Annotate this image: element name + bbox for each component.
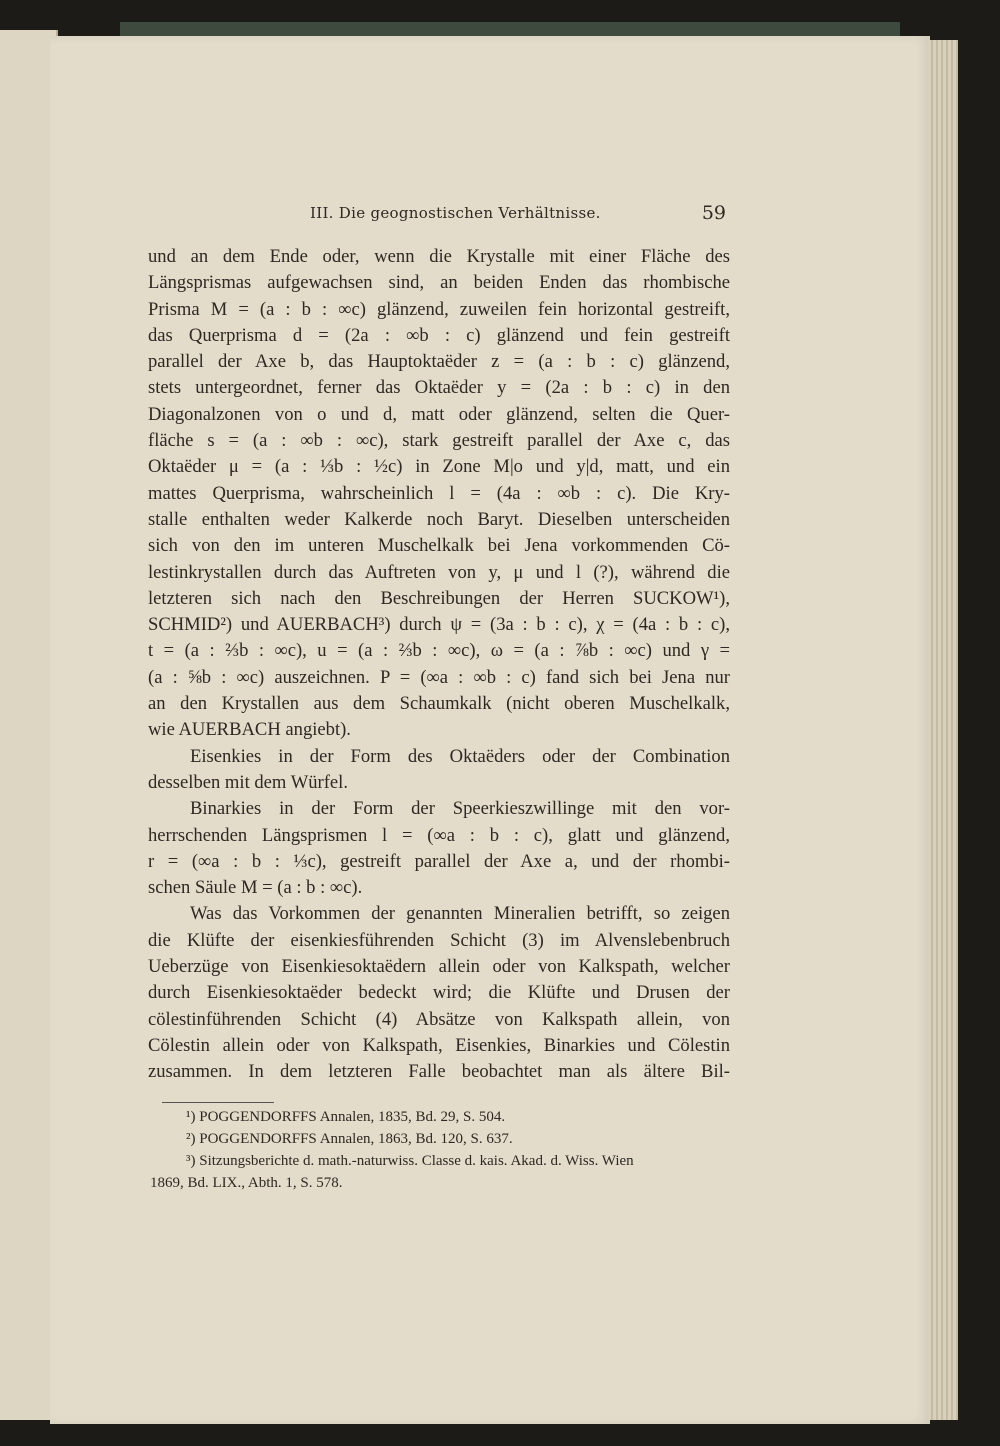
text-line: sich von den im unteren Muschelkalk bei Jena vorkommenden Cö- [148,535,730,557]
text-line: SCHMID²) und AUERBACH³) durch ψ = (3a : b : c), χ = (4a : b : c), [148,614,730,636]
text-line: durch Eisenkiesoktaëder bedeckt wird; die Klüfte und Drusen der [148,982,730,1004]
text-line: (a : ⅝b : ∞c) auszeichnen. P = (∞a : ∞b : c) fand sich bei Jena nur [148,666,730,688]
page-number: 59 [701,202,726,224]
text-line: Was das Vorkommen der genannten Mineralien betrifft, so zeigen [190,903,730,925]
text-line: und an dem Ende oder, wenn die Krystalle mit einer Fläche des [148,246,730,267]
text-line: Eisenkies in der Form des Oktaëders oder der Combination [190,745,730,767]
text-line: mattes Querprisma, wahrscheinlich l = (4a : ∞b : c). Die Kry- [148,482,730,504]
text-line: die Klüfte der eisenkiesführenden Schicht (3) im Alvenslebenbruch [148,929,730,951]
text-line: lestinkrystallen durch das Auftreten von y, μ und l (?), während die [148,561,730,583]
page-block-edge [928,40,958,1420]
text-line: fläche s = (a : ∞b : ∞c), stark gestreift parallel der Axe c, das [148,430,730,452]
body-text [148,244,730,1086]
footnote-line: 1869, Bd. LIX., Abth. 1, S. 578. [150,1175,343,1191]
text-line: herrschenden Längsprismen l = (∞a : b : c), glatt und glänzend, [148,824,730,846]
text-line: schen Säule M = (a : b : ∞c). [148,877,363,899]
footnote-line: ¹) POGGENDORFFS Annalen, 1835, Bd. 29, S. 504. [186,1109,506,1125]
text-line: Oktaëder μ = (a : ⅓b : ½c) in Zone M|o und y|d, matt, und ein [148,456,730,478]
text-line: t = (a : ⅔b : ∞c), u = (a : ⅔b : ∞c), ω = (a : ⅞b : ∞c) und γ = [148,640,730,662]
text-line: Prisma M = (a : b : ∞c) glänzend, zuweilen fein horizontal gestreift, [148,298,730,320]
footnote-line: ³) Sitzungsberichte d. math.-naturwiss. Classe d. kais. Akad. d. Wiss. Wien [186,1153,634,1169]
text-line: zusammen. In dem letzteren Falle beobachtet man als ältere Bil- [148,1061,730,1083]
footnotes [150,1106,730,1194]
text-line: wie AUERBACH angiebt). [148,719,351,741]
text-line: cölestinführenden Schicht (4) Absätze von Kalkspath allein, von [148,1008,730,1030]
text-line: an den Krystallen aus dem Schaumkalk (nicht oberen Muschelkalk, [148,693,730,715]
footnote-line: ²) POGGENDORFFS Annalen, 1863, Bd. 120, S. 637. [186,1131,513,1147]
text-line: letzteren sich nach den Beschreibungen der Herren SUCKOW¹), [148,587,730,609]
text-line: Cölestin allein oder von Kalkspath, Eisenkies, Binarkies und Cölestin [148,1034,730,1056]
footnote-rule [162,1102,274,1103]
text-line: parallel der Axe b, das Hauptoktaëder z = (a : b : c) glänzend, [148,351,730,373]
running-head: III. Die geognostischen Verhältnisse. [310,204,601,222]
text-line: stalle enthalten weder Kalkerde noch Baryt. Dieselben unterscheiden [148,508,730,530]
page-header [150,202,730,228]
text-line: r = (∞a : b : ⅓c), gestreift parallel der Axe a, und der rhombi- [148,850,730,872]
text-line: Ueberzüge von Eisenkiesoktaëdern allein oder von Kalkspath, welcher [148,956,730,978]
text-line: Längsprismas aufgewachsen sind, an beiden Enden das rhombische [148,272,730,294]
text-line: das Querprisma d = (2a : ∞b : c) glänzend und fein gestreift [148,324,730,346]
text-line: desselben mit dem Würfel. [148,771,349,793]
text-line: Diagonalzonen von o und d, matt oder glänzend, selten die Quer- [148,403,730,425]
text-line: stets untergeordnet, ferner das Oktaëder y = (2a : b : c) in den [148,377,730,399]
text-line: Binarkies in der Form der Speerkieszwillinge mit den vor- [190,798,730,820]
